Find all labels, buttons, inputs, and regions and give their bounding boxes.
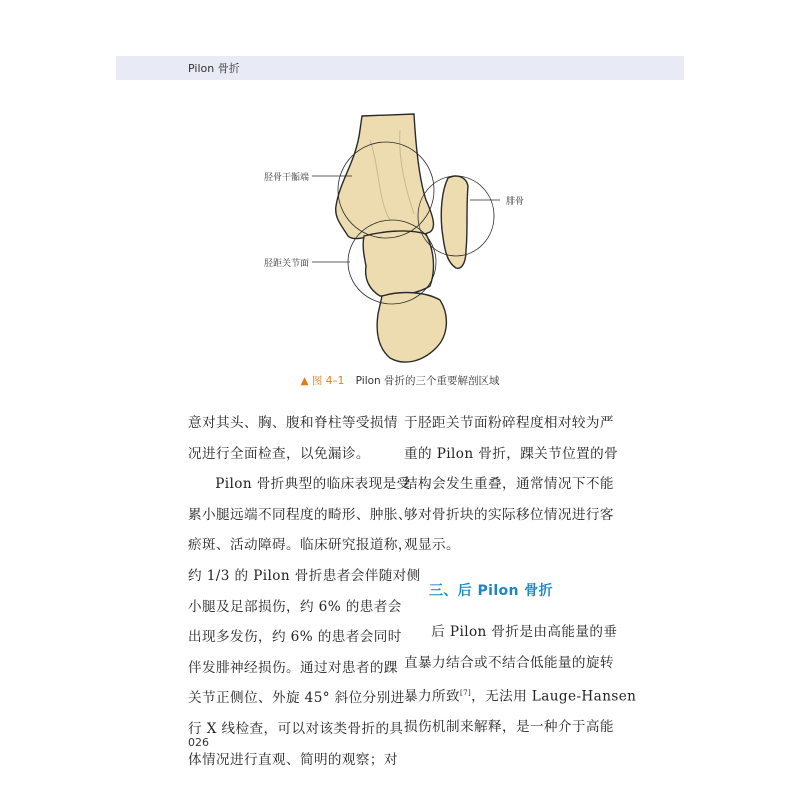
text-fragment: ，无法用 Lauge-Hansen <box>471 688 637 705</box>
text-line: 约 1/3 的 Pilon 骨折患者会伴随对侧 <box>188 567 421 584</box>
text-line: 结构会发生重叠，通常情况下不能 <box>404 476 614 493</box>
text-line: 观显示。 <box>404 537 460 554</box>
tibial-plafond <box>363 231 433 296</box>
right-column <box>404 408 637 743</box>
talus-bone <box>377 293 446 363</box>
left-column <box>188 408 421 775</box>
text-line <box>404 678 637 712</box>
text-line: 伴发腓神经损伤。通过对患者的踝 <box>188 659 398 676</box>
text-line: 于胫距关节面粉碎程度相对较为严 <box>404 415 614 431</box>
anatomy-figure <box>230 110 570 372</box>
section-heading: 三、后 Pilon 骨折 <box>429 582 553 599</box>
text-line: 够对骨折块的实际移位情况进行客 <box>404 506 614 523</box>
figure-caption <box>0 373 800 388</box>
ankle-bone-illustration <box>230 110 570 372</box>
text-line: 况进行全面检查，以免漏诊。 <box>188 445 370 462</box>
text-line: 瘀斑、活动障碍。临床研究报道称， <box>188 537 412 554</box>
reference-marker: [7] <box>459 689 472 698</box>
text-line: 关节正侧位、外旋 45° 斜位分别进 <box>188 690 405 707</box>
text-line: 重的 Pilon 骨折，踝关节位置的骨 <box>404 445 619 462</box>
caption-marker-icon: ▲ <box>300 375 309 387</box>
text-line: 意对其头、胸、腹和脊柱等受损情 <box>188 415 398 431</box>
right-paragraph-2 <box>404 617 637 743</box>
text-line: 行 X 线检查，可以对该类骨折的具 <box>188 720 404 737</box>
caption-figure-number: 图 4–1 <box>311 375 345 387</box>
text-line: 小腿及足部损伤，约 6% 的患者会 <box>188 598 402 615</box>
text-line: 直暴力结合或不结合低能量的旋转 <box>404 654 614 671</box>
page-number: 026 <box>188 736 209 749</box>
callout-fibula: 腓骨 <box>506 197 525 207</box>
running-header <box>116 56 684 80</box>
callout-tibial-shaft: 胫骨干骺端 <box>264 173 310 183</box>
text-fragment: 暴力所致 <box>404 688 460 705</box>
text-line: 损伤机制来解释，是一种介于高能 <box>404 719 614 736</box>
right-paragraph-1 <box>404 408 619 561</box>
left-paragraph-1 <box>188 408 398 469</box>
callout-tibiotalar-surface: 胫距关节面 <box>264 259 310 269</box>
text-line: 后 Pilon 骨折是由高能量的垂 <box>431 623 618 640</box>
text-line: 出现多发伤，约 6% 的患者会同时 <box>188 629 402 646</box>
running-header-title: Pilon 骨折 <box>188 62 240 75</box>
text-line: Pilon 骨折典型的临床表现是受 <box>215 476 411 493</box>
caption-text: Pilon 骨折的三个重要解剖区域 <box>355 375 500 387</box>
text-line: 累小腿远端不同程度的畸形、肿胀、 <box>188 506 412 523</box>
text-line: 体情况进行直观、简明的观察；对 <box>188 751 398 768</box>
left-paragraph-2 <box>188 469 421 775</box>
